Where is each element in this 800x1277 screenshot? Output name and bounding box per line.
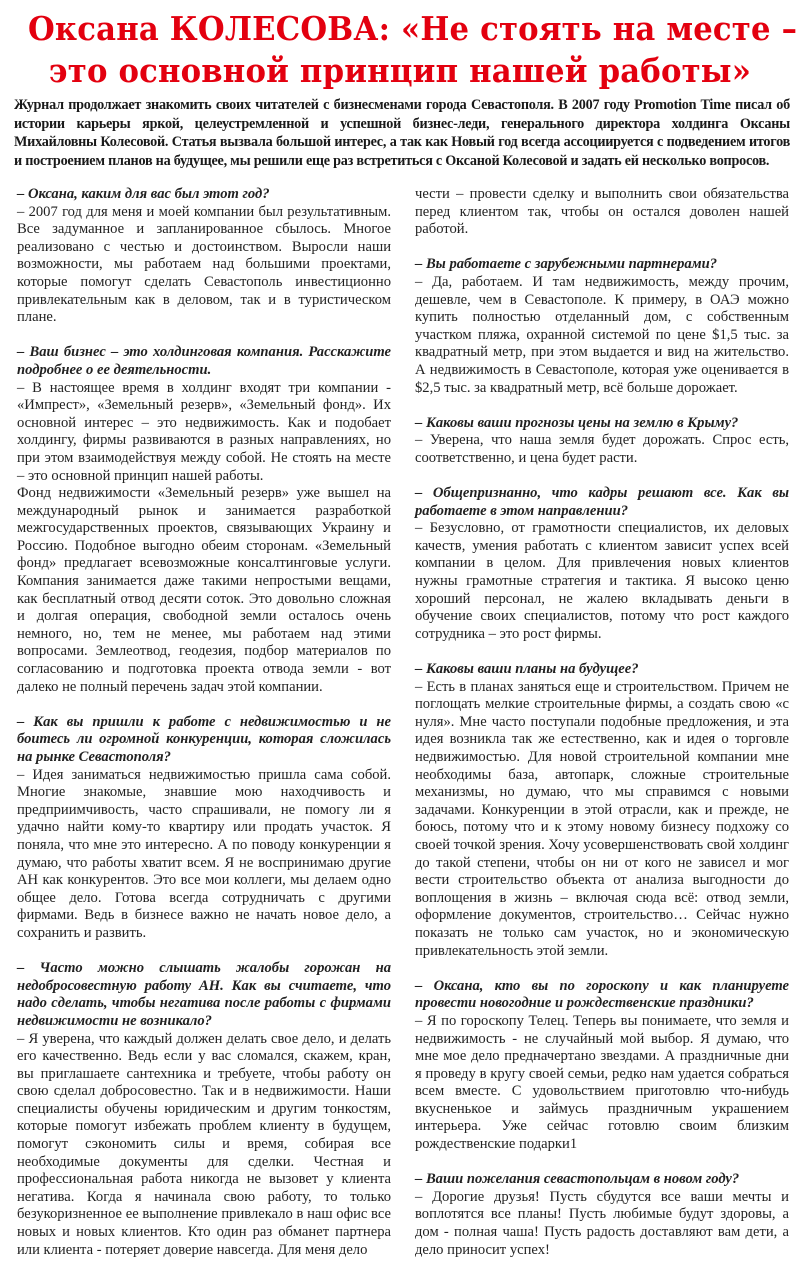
right-column (415, 186, 789, 1277)
answer-paragraph: – Дорогие друзья! Пусть сбудутся все ваши мечты и воплотятся все планы! Пусть любимые будут здоровы, а дом - полная чаша! Пусть радость доставляют вам дети, а дело приносит успех! (415, 1188, 789, 1258)
interview-block (17, 960, 391, 1259)
interview-question: – Оксана, кто вы по гороскопу и как планируете провести новогодние и рождественские праздники? (415, 977, 789, 1012)
interview-answer (17, 1031, 391, 1260)
interview-question: – Оксана, каким для вас был этот год? (17, 186, 270, 202)
interview-answer (415, 1013, 789, 1154)
interview-block (415, 256, 789, 397)
answer-paragraph: – Да, работаем. И там недвижимость, между прочим, дешевле, чем в Севастополе. К примеру, в ОАЭ можно купить полностью отделанный дом, с собственным участком пляжа, охранной системой по цене $1,5 тыс. за квадратный метр, при этом выдается и вид на жительство. А недвижимость в Севастополе, которая уже оценивается в $2,5 тыс. за квадратный метр, всё больше дорожает. (415, 273, 789, 396)
interview-answer (415, 679, 789, 961)
interview-question: – Ваши пожелания севастопольцам в новом году? (415, 1171, 740, 1188)
answer-paragraph: чести – провести сделку и выполнить свои обязательства перед клиентом так, чтобы он остался доволен нашей работой. (415, 186, 789, 238)
answer-paragraph: – В настоящее время в холдинг входят три компании - «Импрест», «Земельный резерв», «Земельный фонд». Их основной интерес – это недвижимость. Как и подобает холдингу, фирмы развиваются в разных направлениях, но при этом взаимодействуя между собой. Не стоять на месте – это основной принцип нашей работы. (17, 379, 391, 484)
article-lead: Журнал продолжает знакомить своих читателей с бизнесменами города Севастополя. В 2007 году Promotion Time писал об истории карьеры яркой, целеустремленной и успешной бизнес-леди, генерального директора холдинга Оксаны Михайловны Колесовой. Статья вызвала большой интерес, а так как Новый год всегда ассоциируется с подведением итогов и построением планов на будущее, мы решили еще раз встретиться с Оксаной Колесовой и задать ей несколько вопросов. (14, 97, 790, 169)
interview-question: – Каковы ваши прогнозы цены на землю в Крыму? (415, 414, 739, 431)
answer-paragraph: Фонд недвижимости «Земельный резерв» уже вышел на международный рынок и занимается разработкой межгосударственных проектов, связывающих Украину и Россию. Подобное выгодно обеим сторонам. «Земельный фонд» предлагает всевозможные консалтинговые услуги. Компания занимается даже такими непростыми вещами, как бесплатный отвод десяти соток. Это довольно сложная и долгая операция, свободной земли осталось очень немного, но, тем не менее, мы работаем над этими вопросами. Землеотвод, геодезия, подбор материалов по согласованию и подготовка проекта отвода земли - вот далеко не полный перечень задач этой компании. (17, 485, 391, 695)
interview-answer (415, 520, 789, 643)
interview-answer (415, 432, 789, 467)
interview-answer (17, 380, 391, 697)
interview-block (415, 661, 789, 960)
interview-block-continued (415, 186, 789, 239)
interview-answer (17, 767, 391, 943)
interview-block (415, 415, 789, 468)
answer-paragraph: – 2007 год для меня и моей компании был результативным. Все задуманное и запланированное сбылось. Многое реализовано с честью и достоинством. Выросли наши возможности, мы работаем над большими проектами, которые помогут сделать Севастополь инвестиционно привлекательным как в деловом, так и в туристическом плане. (17, 203, 391, 326)
interview-answer (415, 186, 789, 239)
interview-block (17, 186, 391, 327)
interview-block (415, 485, 789, 643)
answer-paragraph: – Есть в планах заняться еще и строительством. Причем не поглощать мелкие строительные фирмы, а создать свою «с нуля». Мне часто поступали подобные предложения, и эта идея возникла так же естественно, как и идея о торговле недвижимостью. Для новой строительной компании мне необходимы база, автопарк, сложные строительные механизмы, но думаю, что мы справимся с новыми задачами. Конкуренции в этой отрасли, как и прежде, не боюсь, потому что и к этому новому бизнесу подхожу со своей точкой зрения. Хочу усовершенствовать свой холдинг до такой степени, чтобы он ни от кого не зависел и мог вести строительство объекта от анализа выгодности до воплощения в жизнь – включая сюда всё: отвод земли, оформление документов, строительство… Сейчас нужно показать не только сам участок, но и экономическую привлекательность этой земли. (415, 678, 789, 959)
interview-block (17, 714, 391, 943)
interview-answer (17, 204, 391, 327)
interview-block (415, 978, 789, 1154)
article-title-line-1: Оксана КОЛЕСОВА: «Не стоять на месте – (28, 9, 798, 48)
article-title-line-2: это основной принцип нашей работы» (48, 51, 752, 90)
interview-question: – Часто можно слышать жалобы горожан на недобросовестную работу АН. Как вы считаете, что надо сделать, чтобы негатива после работы с фирмами недвижимости не возникало? (17, 960, 391, 1029)
interview-question: – Каковы ваши планы на будущее? (415, 661, 639, 678)
answer-paragraph: – Безусловно, от грамотности специалистов, их деловых качеств, умения работать с клиентом зависит успех всей компании в целом. Для привлечения новых клиентов нужны грамотные стратегия и тактика. Я высоко ценю хороший персонал, не жалею вкладывать деньги в обучение своих специалистов, потому что рост каждого сотрудника – это рост фирмы. (415, 520, 789, 642)
answer-paragraph: – Я по гороскопу Телец. Теперь вы понимаете, что земля и недвижимость - не случайный мой выбор. Я думаю, что мне мое дело предначертано звездами. А праздничные дни я проведу в кругу своей семьи, редко нам удается собраться всем вместе. С удовольствием приготовлю что-нибудь вкусненькое и займусь праздничным украшением интерьера. Уже сейчас готовлю своим близким рождественские подарки1 (415, 1012, 789, 1153)
answer-paragraph: – Я уверена, что каждый должен делать свое дело, и делать его качественно. Ведь если у вас сломался, скажем, кран, вы приглашаете сантехника и требуете, чтобы работу он свою сделал добросовестно. Так и в недвижимости. Наши специалисты обучены юридическим и другим тонкостям, которые помогут избежать проблем клиенту в будущем, помогут сэкономить силы и время, собирая все необходимые документы для сделки. Честная и профессиональная работа никогда не вызовет у клиента негатива. Когда я начинала свою работу, то только безукоризненное ее выполнение привлекало в наш офис все новых и новых клиентов. Кто один раз обманет партнера или клиента - потеряет доверие навсегда. Для меня дело (17, 1030, 391, 1258)
interview-question: – Как вы пришли к работе с недвижимостью и не боитесь ли огромной конкуренции, которая сложилась на рынке Севастополя? (17, 713, 391, 765)
interview-question: – Вы работаете с зарубежными партнерами? (415, 256, 718, 273)
interview-block (17, 344, 391, 696)
answer-paragraph: – Идея заниматься недвижимостью пришла сама собой. Многие знакомые, знавшие мою находчивость и предприимчивость, часто спрашивали, не помогу ли я удачно найти кому-то квартиру или продать участок. Я поняла, что мне это интересно. А по поводу конкуренции я думаю, что работы хватит всем. Я не воспринимаю другие АН как конкурентов. Это все мои коллеги, мы делаем одно общее дело. Готова всегда сотрудничать с другими фирмами. Ведь в бизнесе важно не начать новое дело, а сохранить и развить. (17, 766, 391, 941)
article-title (28, 8, 798, 92)
interview-answer (415, 274, 789, 397)
left-column (17, 186, 391, 1277)
interview-question: – Ваш бизнес – это холдинговая компания. Расскажите подробнее о ее деятельности. (17, 344, 391, 378)
interview-question: – Общепризнанно, что кадры решают все. Как вы работаете в этом направлении? (415, 485, 789, 519)
interview-block (415, 1171, 789, 1259)
answer-paragraph: – Уверена, что наша земля будет дорожать. Спрос есть, соответственно, и цена будет расти. (415, 432, 789, 466)
